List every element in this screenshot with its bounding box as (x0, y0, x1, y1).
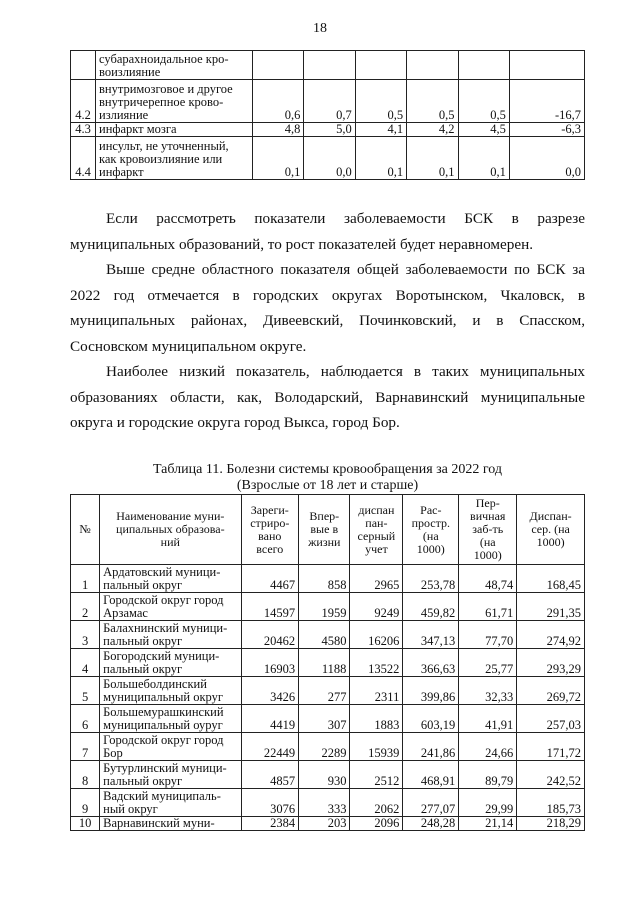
row-number: 4 (71, 649, 100, 677)
table-row (71, 51, 585, 80)
row-name: инсульт, не уточненный, как кровоизлияние или инфаркт (96, 137, 253, 180)
paragraph-1: Если рассмотреть показатели заболеваемости БСК в разрезе муниципальных образований, то рост показателей будет неравномерен. (70, 210, 585, 253)
cell-value: 2965 (350, 565, 403, 593)
cell-value: 168,45 (517, 565, 585, 593)
column-header: Пер- вичная заб-ть (на 1000) (459, 495, 517, 565)
table-caption (70, 462, 585, 494)
row-number: 4.4 (71, 137, 96, 180)
municipality-name: Богородский муници- пальный округ (100, 649, 241, 677)
cell-value: 2384 (241, 817, 299, 831)
cell-value: 4580 (299, 621, 350, 649)
municipality-name: Варнавинский муни- (100, 817, 241, 831)
cell-value: 274,92 (517, 621, 585, 649)
cell-value: 0,7 (304, 80, 355, 123)
cell-value: 4467 (241, 565, 299, 593)
cell-value: 0,5 (355, 80, 406, 123)
cell-value: 24,66 (459, 733, 517, 761)
row-number: 10 (71, 817, 100, 831)
row-number: 4.3 (71, 123, 96, 137)
municipality-name: Балахнинский муници- пальный округ (100, 621, 241, 649)
row-number: 9 (71, 789, 100, 817)
cell-value: 257,03 (517, 705, 585, 733)
column-header: Наименование муни- ципальных образова- ний (100, 495, 241, 565)
top-table (70, 50, 585, 180)
column-header: № (71, 495, 100, 565)
cell-value: 0,1 (355, 137, 406, 180)
cell-value: 89,79 (459, 761, 517, 789)
cell-value: 29,99 (459, 789, 517, 817)
cell-value: 15939 (350, 733, 403, 761)
municipality-name: Бутурлинский муници- пальный округ (100, 761, 241, 789)
cell-value: 242,52 (517, 761, 585, 789)
cell-value: 4,8 (253, 123, 304, 137)
cell-value: 22449 (241, 733, 299, 761)
column-header: Зареги- стриро- вано всего (241, 495, 299, 565)
cell-value: 603,19 (403, 705, 459, 733)
caption-subtitle: (Взрослые от 18 лет и старше) (236, 478, 419, 493)
cell-value: 399,86 (403, 677, 459, 705)
cell-value: 277 (299, 677, 350, 705)
cell-value: 218,29 (517, 817, 585, 831)
cell-value: 4419 (241, 705, 299, 733)
cell-value: 13522 (350, 649, 403, 677)
disease-table (70, 494, 585, 831)
cell-value: 16903 (241, 649, 299, 677)
cell-value: 858 (299, 565, 350, 593)
cell-value: 0,0 (509, 137, 584, 180)
cell-value: 9249 (350, 593, 403, 621)
row-number: 4.2 (71, 80, 96, 123)
row-name: инфаркт мозга (96, 123, 253, 137)
cell-value: 21,14 (459, 817, 517, 831)
cell-value (355, 51, 406, 80)
cell-value: 291,35 (517, 593, 585, 621)
cell-value: -6,3 (509, 123, 584, 137)
table-row (71, 123, 585, 137)
table-row (71, 137, 585, 180)
row-number: 1 (71, 565, 100, 593)
cell-value: 459,82 (403, 593, 459, 621)
cell-value: 241,86 (403, 733, 459, 761)
column-header: Впер- вые в жизни (299, 495, 350, 565)
cell-value: -16,7 (509, 80, 584, 123)
cell-value: 0,1 (253, 137, 304, 180)
municipality-name: Городской округ город Бор (100, 733, 241, 761)
cell-value: 0,6 (253, 80, 304, 123)
cell-value: 41,91 (459, 705, 517, 733)
table-row (71, 733, 585, 761)
paragraph-3: Наиболее низкий показатель, наблюдается в таких муниципальных образованиях области, как, Володарский, Варнавинский муниципальные округа и городские округа город Выкса, город Бор. (70, 363, 585, 431)
cell-value: 0,0 (304, 137, 355, 180)
column-header: Диспан- сер. (на 1000) (517, 495, 585, 565)
table-row (71, 593, 585, 621)
table-row (71, 705, 585, 733)
row-number: 6 (71, 705, 100, 733)
table-row (71, 789, 585, 817)
row-number: 3 (71, 621, 100, 649)
table-row (71, 817, 585, 831)
row-name: внутримозговое и другое внутричерепное крово- излияние (96, 80, 253, 123)
row-name: субарахноидальное кро- воизлияние (96, 51, 253, 80)
cell-value: 4,5 (458, 123, 509, 137)
cell-value: 930 (299, 761, 350, 789)
caption-title: Таблица 11. Болезни системы кровообращения за 2022 год (152, 462, 503, 477)
cell-value: 32,33 (459, 677, 517, 705)
cell-value (253, 51, 304, 80)
cell-value: 20462 (241, 621, 299, 649)
row-number: 2 (71, 593, 100, 621)
cell-value: 366,63 (403, 649, 459, 677)
cell-value: 3426 (241, 677, 299, 705)
cell-value: 61,71 (459, 593, 517, 621)
table-row (71, 649, 585, 677)
cell-value: 25,77 (459, 649, 517, 677)
cell-value: 1883 (350, 705, 403, 733)
cell-value: 2062 (350, 789, 403, 817)
cell-value: 203 (299, 817, 350, 831)
cell-value: 347,13 (403, 621, 459, 649)
cell-value (458, 51, 509, 80)
cell-value: 171,72 (517, 733, 585, 761)
paragraph-2: Выше средне областного показателя общей заболеваемости по БСК за 2022 год отмечается в городских округах Воротынском, Чкаловск, в муниципальных районах, Дивеевский, Починковский, и в Спасском, Сосновском муниципальном округе. (70, 261, 585, 355)
cell-value: 16206 (350, 621, 403, 649)
cell-value: 48,74 (459, 565, 517, 593)
cell-value: 2311 (350, 677, 403, 705)
cell-value: 14597 (241, 593, 299, 621)
cell-value (509, 51, 584, 80)
row-number (71, 51, 96, 80)
table-row (71, 761, 585, 789)
table-row (71, 621, 585, 649)
cell-value (407, 51, 458, 80)
cell-value: 4,2 (407, 123, 458, 137)
cell-value: 1959 (299, 593, 350, 621)
cell-value: 277,07 (403, 789, 459, 817)
cell-value: 2512 (350, 761, 403, 789)
cell-value (304, 51, 355, 80)
cell-value: 248,28 (403, 817, 459, 831)
cell-value: 5,0 (304, 123, 355, 137)
cell-value: 269,72 (517, 677, 585, 705)
cell-value: 0,1 (458, 137, 509, 180)
cell-value: 2096 (350, 817, 403, 831)
cell-value: 185,73 (517, 789, 585, 817)
cell-value: 77,70 (459, 621, 517, 649)
cell-value: 4857 (241, 761, 299, 789)
cell-value: 307 (299, 705, 350, 733)
municipality-name: Городской округ город Арзамас (100, 593, 241, 621)
cell-value: 253,78 (403, 565, 459, 593)
municipality-name: Вадский муниципаль- ный округ (100, 789, 241, 817)
cell-value: 4,1 (355, 123, 406, 137)
cell-value: 0,1 (407, 137, 458, 180)
cell-value: 1188 (299, 649, 350, 677)
cell-value: 333 (299, 789, 350, 817)
municipality-name: Большеболдинский муниципальный округ (100, 677, 241, 705)
cell-value: 293,29 (517, 649, 585, 677)
row-number: 7 (71, 733, 100, 761)
table-row (71, 677, 585, 705)
table-row (71, 565, 585, 593)
table-row (71, 80, 585, 123)
column-header: Рас- простр. (на 1000) (403, 495, 459, 565)
cell-value: 2289 (299, 733, 350, 761)
municipality-name: Ардатовский муници- пальный округ (100, 565, 241, 593)
cell-value: 0,5 (407, 80, 458, 123)
cell-value: 0,5 (458, 80, 509, 123)
column-header: диспан пан- серный учет (350, 495, 403, 565)
cell-value: 3076 (241, 789, 299, 817)
page-number: 18 (313, 21, 327, 36)
row-number: 5 (71, 677, 100, 705)
cell-value: 468,91 (403, 761, 459, 789)
municipality-name: Большемурашкинский муниципальный оуруг (100, 705, 241, 733)
row-number: 8 (71, 761, 100, 789)
